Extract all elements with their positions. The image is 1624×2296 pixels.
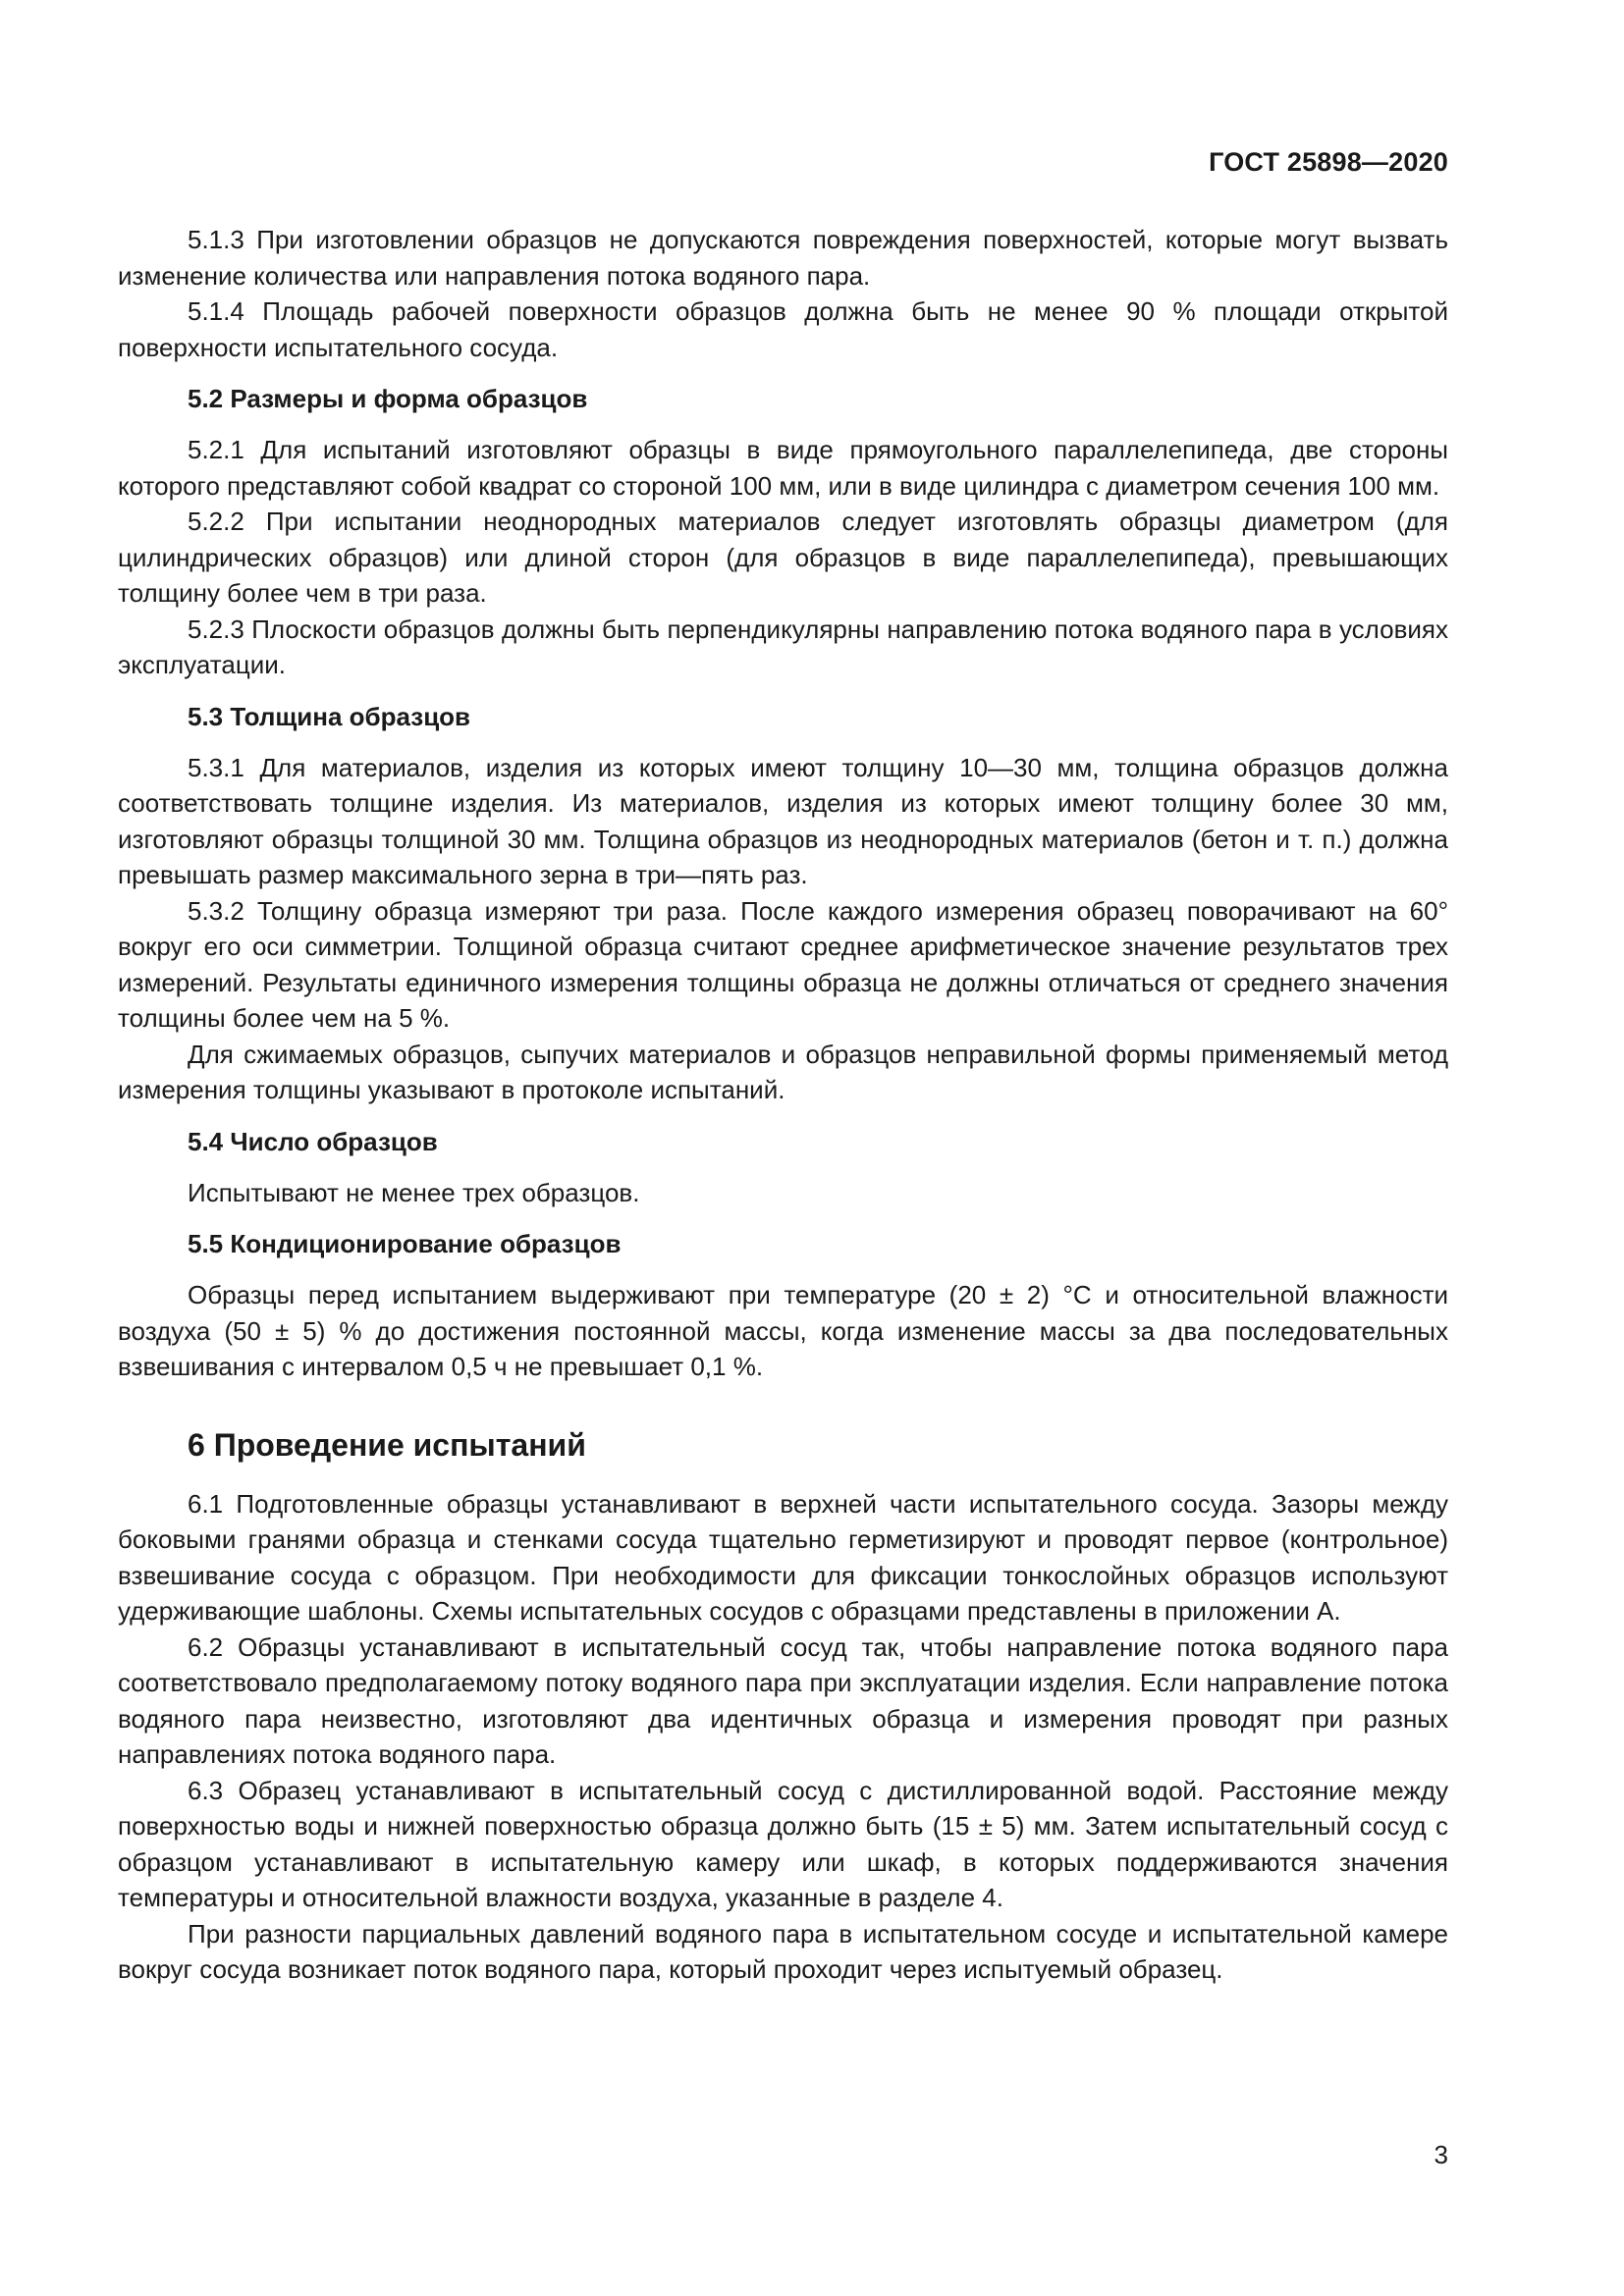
paragraph-5-3-2: 5.3.2 Толщину образца измеряют три раза. После каждого измерения образец поворачивают на 60° вокруг его оси симметрии. Толщиной образца считают среднее арифметическое значение результатов трех измерений. Результаты единичного измерения толщины образца не должны отличаться от среднего значения толщины более чем на 5 %. [118, 895, 1448, 1033]
heading-section-6: 6 Проведение испытаний [188, 1426, 586, 1463]
paragraph-6-2: 6.2 Образцы устанавливают в испытательный сосуд так, чтобы направление потока водяного пара соответствовало предполагаемому потоку водяного пара при эксплуатации изделия. Если направление потока водяного пара неизвестно, изготовляют два идентичных образца и измерения проводят при разных направлениях потока водяного пара. [118, 1631, 1448, 1769]
paragraph-6-3: 6.3 Образец устанавливают в испытательный сосуд с дистиллированной водой. Расстояние между поверхностью воды и нижней поверхностью образца должно быть (15 ± 5) мм. Затем испытательный сосуд с образцом устанавливают в испытательную камеру или шкаф, в которых поддерживаются значения температуры и относительной влажности воздуха, указанные в разделе 4. [118, 1775, 1448, 1912]
paragraph-5-1-3: 5.1.3 При изготовлении образцов не допускаются повреждения поверхностей, которые могут вызвать изменение количества или направления потока водяного пара. [118, 225, 1448, 291]
paragraph-5-2-2: 5.2.2 При испытании неоднородных материалов следует изготовлять образцы диаметром (для цилиндрических образцов) или длиной сторон (для образцов в виде параллелепипеда), превышающих толщину более чем в три раза. [118, 507, 1448, 608]
paragraph-5-1-4: 5.1.4 Площадь рабочей поверхности образцов должна быть не менее 90 % площади открытой поверхности испытательного сосуда. [118, 296, 1448, 362]
paragraph-6-1: 6.1 Подготовленные образцы устанавливают в верхней части испытательного сосуда. Зазоры между боковыми гранями образца и стенками сосуда тщательно герметизируют и проводят первое (контрольное) взвешивание сосуда с образцом. При необходимости для фиксации тонкослойных образцов используют удерживающие шаблоны. Схемы испытательных сосудов с образцами представлены в приложении А. [118, 1488, 1448, 1626]
paragraph-5-4: Испытывают не менее трех образцов. [188, 1177, 640, 1207]
document-body [118, 222, 1448, 1988]
page-number: 3 [1434, 2140, 1448, 2169]
paragraph-5-2-3: 5.2.3 Плоскости образцов должны быть перпендикулярны направлению потока водяного пара в условиях эксплуатации. [118, 614, 1448, 679]
paragraph-5-3-3: Для сжимаемых образцов, сыпучих материалов и образцов неправильной формы применяемый метод измерения толщины указывают в протоколе испытаний. [118, 1039, 1448, 1104]
paragraph-5-2-1: 5.2.1 Для испытаний изготовляют образцы в виде прямоугольного параллелепипеда, две стороны которого представляют собой квадрат со стороной 100 мм, или в виде цилиндра с диаметром сечения 100 мм. [118, 435, 1448, 501]
heading-5-5: 5.5 Кондиционирование образцов [188, 1229, 622, 1258]
paragraph-6-4: При разности парциальных давлений водяного пара в испытательном сосуде и испытательной камере вокруг сосуда возникает поток водяного пара, который проходит через испытуемый образец. [118, 1918, 1448, 1984]
heading-5-3: 5.3 Толщина образцов [188, 701, 471, 731]
heading-5-4: 5.4 Число образцов [188, 1126, 438, 1156]
standard-header: ГОСТ 25898—2020 [1209, 147, 1448, 177]
paragraph-5-5: Образцы перед испытанием выдерживают при температуре (20 ± 2) °С и относительной влажности воздуха (50 ± 5) % до достижения постоянной массы, когда изменение массы за два последовательных взвешивания с интервалом 0,5 ч не превышает 0,1 %. [118, 1280, 1448, 1381]
document-page [118, 0, 1448, 2296]
paragraph-5-3-1: 5.3.1 Для материалов, изделия из которых имеют толщину 10—30 мм, толщина образцов должна соответствовать толщине изделия. Из материалов, изделия из которых имеют толщину более 30 мм, изготовляют образцы толщиной 30 мм. Толщина образцов из неоднородных материалов (бетон и т. п.) должна превышать размер максимального зерна в три—пять раз. [118, 752, 1448, 889]
heading-5-2: 5.2 Размеры и форма образцов [188, 384, 588, 413]
